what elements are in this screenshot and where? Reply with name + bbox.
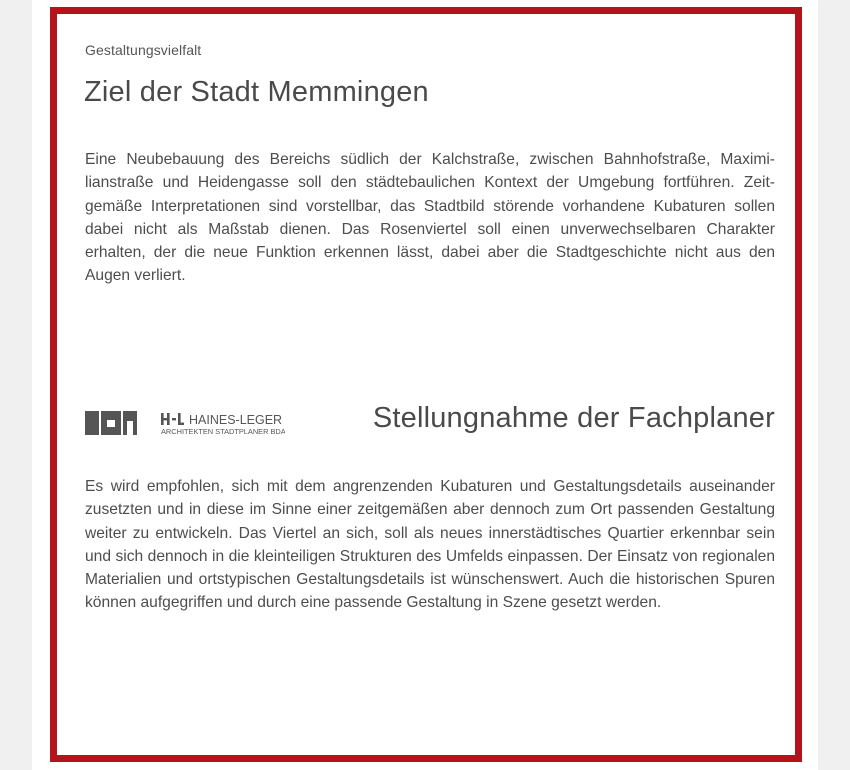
section-kicker: Gestaltungsvielfalt [85, 42, 202, 58]
red-frame [50, 7, 802, 762]
haines-leger-logo [85, 411, 285, 435]
logo-subtitle: ARCHITEKTEN STADTPLANER BDA [161, 427, 285, 435]
page-sheet [32, 0, 818, 770]
goal-paragraph: Eine Neubebauung des Bereichs südlich der Kalchstraße, zwischen Bahnhofstraße, Maximilianstraße und Heidengasse soll den städtebaulichen Kontext der Umgebung fortführen. Zeitgemäße Interpretationen sind vorstellbar, das Stadtbild störende vorhandene Kubaturen sollen dabei nicht als Maßstab dienen. Das Rosenviertel soll einen unverwechselbaren Charakter erhalten, der die neue Funktion erkennen lässt, dabei aber die Stadtgeschichte nicht aus den Augen verliert. [85, 151, 775, 285]
logo-name: HAINES-LEGER [189, 413, 283, 427]
section-title: Ziel der Stadt Memmingen [84, 76, 429, 108]
bda-logo-icon [85, 411, 285, 435]
statement-title: Stellungnahme der Fachplaner [372, 402, 775, 434]
statement-paragraph: Es wird empfohlen, sich mit dem angrenzenden Kubaturen und Gestaltungsdetails auseinander zusetzten und in diese im Sinne einer zeitgemäßen aber dennoch zum Ort passenden Gestaltung weiter zu entwickeln. Das Viertel an sich, soll als neues innerstädtisches Quartier erkennbar sein und sich dennoch in die kleinteiligen Strukturen des Umfelds einpassen. Der Einsatz von regionalen Materialien und ortstypischen Gestaltungsdetails ist wünschenswert. Auch die historischen Spuren können aufgegriffen und durch eine passende Gestaltung in Szene gesetzt werden. [85, 478, 775, 612]
